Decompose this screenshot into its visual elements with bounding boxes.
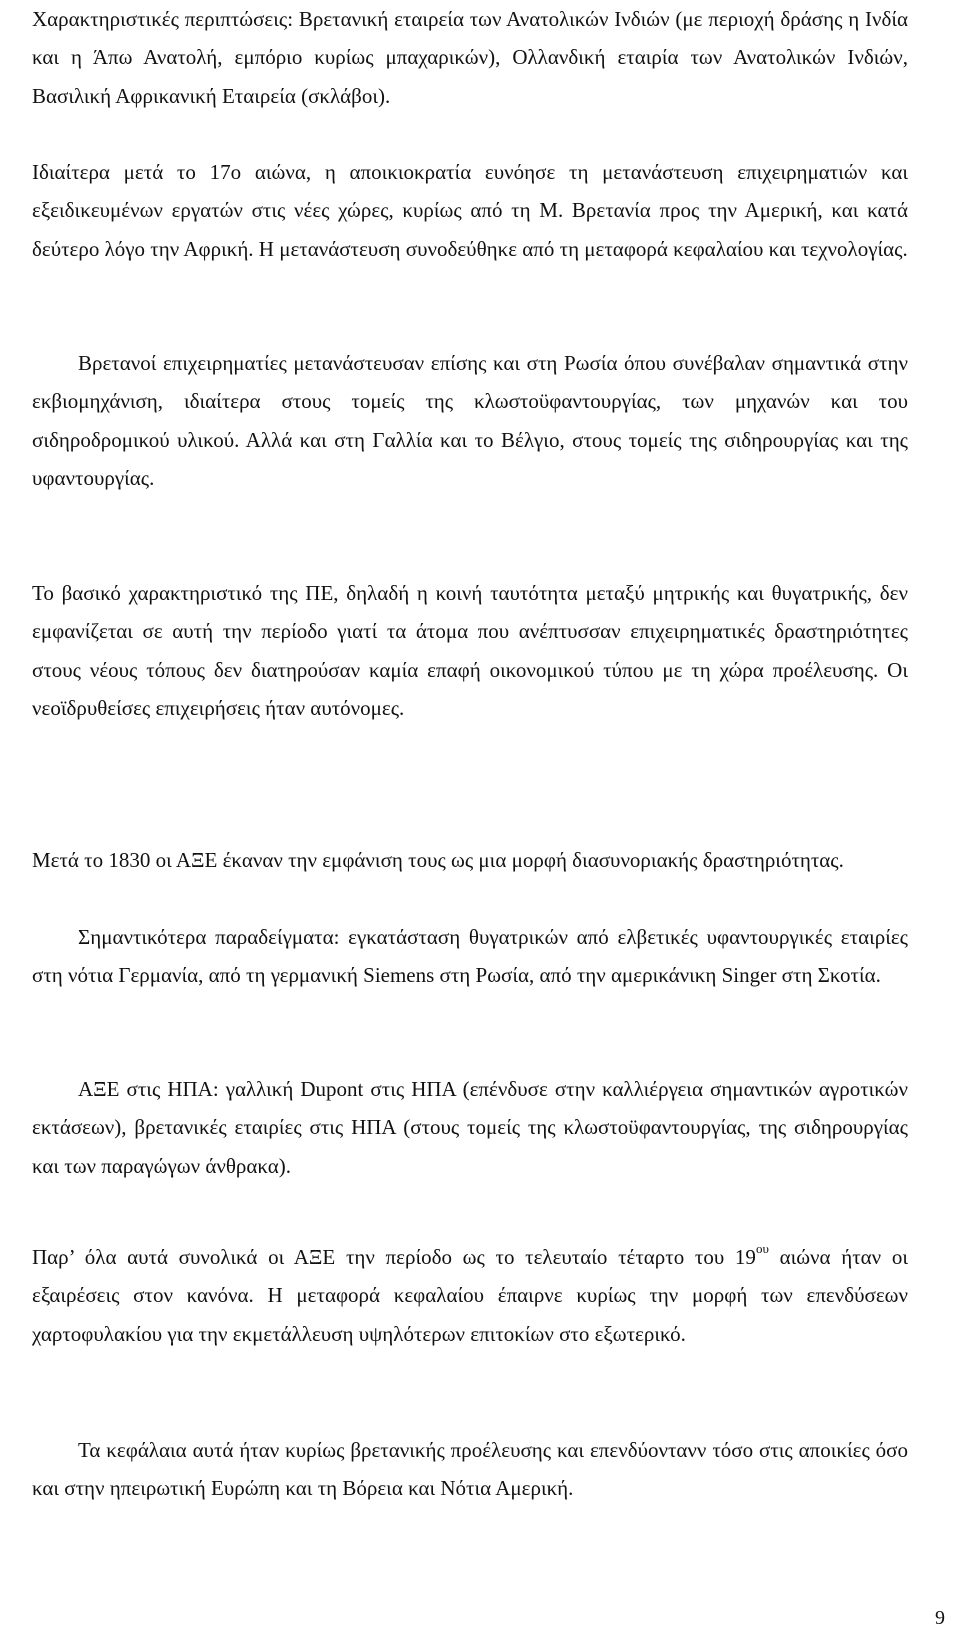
paragraph-british-entrepreneurs-russia: Βρετανοί επιχειρηματίες μετανάστευσαν επίσης και στη Ρωσία όπου συνέβαλαν σημαντικά στην εκβιομηχάνιση, ιδιαίτερα στους τομείς της κλωστοϋφαντουργίας, των μηχανών και του σιδηροδρομικού υλικού. Αλλά και στη Γαλλία και το Βέλγιο, στους τομείς της σιδηρουργίας και της υφαντουργίας.	[32, 351, 908, 490]
paragraph-capital-origin: Τα κεφάλαια αυτά ήταν κυρίως βρετανικής προέλευσης και επενδύοντανν τόσο στις αποικίες όσο και στην ηπειρωτική Ευρώπη και τη Βόρεια και Νότια Αμερική.	[32, 1438, 908, 1501]
paragraph-nevertheless-fdi	[32, 1238, 908, 1353]
superscript-ordinal: ου	[755, 1241, 769, 1256]
paragraph-text-start: Παρ’ όλα αυτά συνολικά οι ΑΞΕ την περίοδο ως το τελευταίο τέταρτο του 19	[32, 1245, 756, 1269]
paragraph-17th-century-migration: Ιδιαίτερα μετά το 17ο αιώνα, η αποικιοκρατία ευνόησε τη μετανάστευση επιχειρηματιών και εξειδικευμένων εργατών στις νέες χώρες, κυρίως από τη Μ. Βρετανία προς την Αμερική, και κατά δεύτερο λόγο την Αφρική. Η μετανάστευση συνοδεύθηκε από τη μεταφορά κεφαλαίου και τεχνολογίας.	[32, 160, 908, 261]
paragraph-fdi-in-usa: ΑΞΕ στις ΗΠΑ: γαλλική Dupont στις ΗΠΑ (επένδυσε στην καλλιέργεια σημαντικών αγροτικών εκτάσεων), βρετανικές εταιρίες στις ΗΠΑ (στους τομείς της κλωστοϋφαντουργίας, της σιδηρουργίας και των παραγώγων άνθρακα).	[32, 1077, 908, 1178]
paragraph-important-examples: Σημαντικότερα παραδείγματα: εγκατάσταση θυγατρικών από ελβετικές υφαντουργικές εταιρίες στη νότια Γερμανία, από τη γερμανική Siemens στη Ρωσία, από την αμερικάνικη Singer στη Σκοτία.	[32, 925, 908, 988]
page-number: 9	[935, 1607, 945, 1629]
paragraph-text-end: αιώνα ήταν οι εξαιρέσεις στον κανόνα. Η μεταφορά κεφαλαίου έπαιρνε κυρίως την μορφή των επενδύσεων χαρτοφυλακίου για την εκμετάλλευση υψηλότερων επιτοκίων στο εξωτερικό.	[32, 1245, 908, 1346]
paragraph-after-1830: Μετά το 1830 οι ΑΞΕ έκαναν την εμφάνιση τους ως μια μορφή διασυνοριακής δραστηριότητας.	[32, 848, 844, 872]
paragraph-characteristic-cases: Χαρακτηριστικές περιπτώσεις: Βρετανική εταιρεία των Ανατολικών Ινδιών (με περιοχή δράσης η Ινδία και η Άπω Ανατολή, εμπόριο κυρίως μπαχαρικών), Ολλανδική εταιρία των Ανατολικών Ινδιών, Βασιλική Αφρικανική Εταιρεία (σκλάβοι).	[32, 7, 908, 108]
paragraph-basic-characteristic: Το βασικό χαρακτηριστικό της ΠΕ, δηλαδή η κοινή ταυτότητα μεταξύ μητρικής και θυγατρικής, δεν εμφανίζεται σε αυτή την περίοδο γιατί τα άτομα που ανέπτυσσαν επιχειρηματικές δραστηριότητες στους νέους τόπους δεν διατηρούσαν καμία επαφή οικονομικού τύπου με τη χώρα προέλευσης. Οι νεοϊδρυθείσες επιχειρήσεις ήταν αυτόνομες.	[32, 581, 908, 720]
